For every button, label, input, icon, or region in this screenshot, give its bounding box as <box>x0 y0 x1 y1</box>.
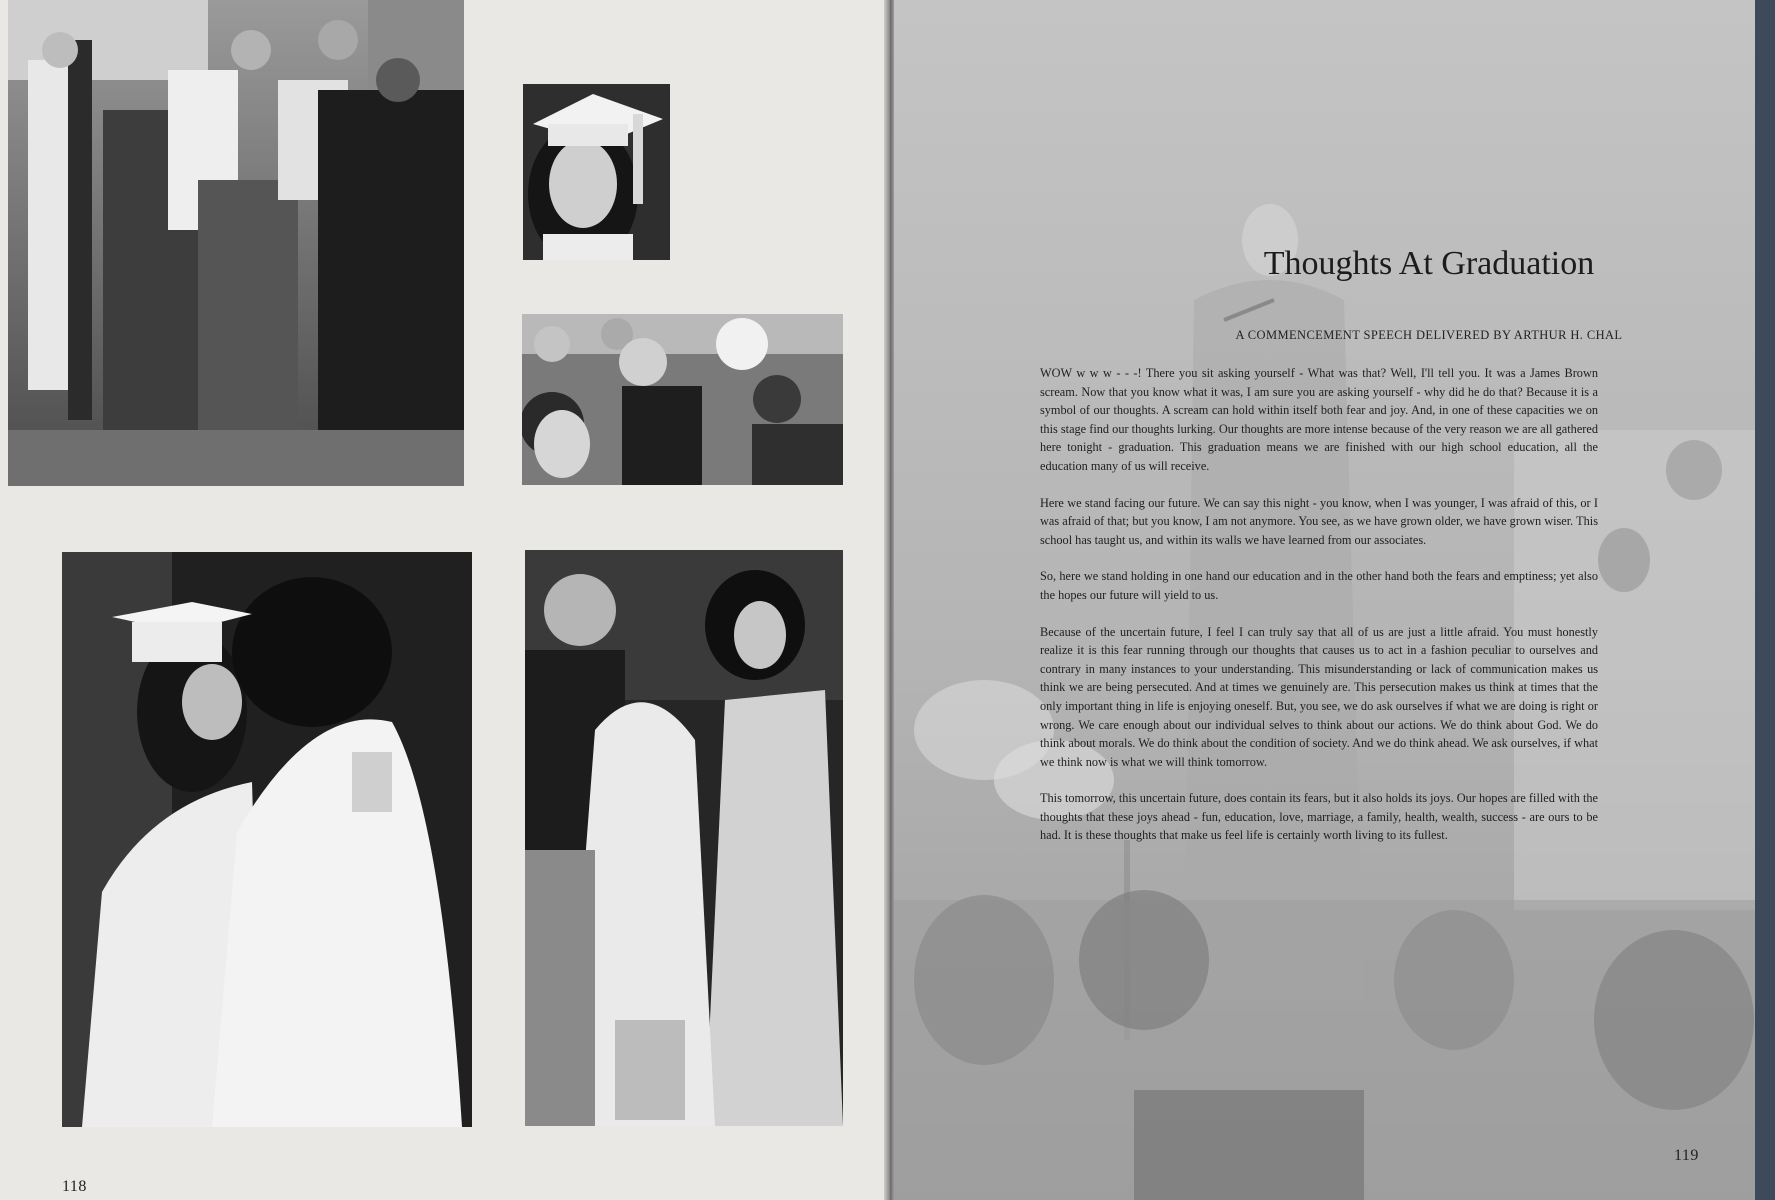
right-page-number: 119 <box>1674 1147 1699 1164</box>
photo-smiling-girl <box>523 84 670 260</box>
speech-paragraph: Because of the uncertain future, I feel I can truly say that all of us are just a little afraid. You must honestly realize it is this fear running through our thoughts that causes us to act in a fashion peculiar to ourselves and contrary in many instances to your understanding. This misunderstanding or lack of communication makes us think we are being persecuted. And at times we genuinely are. This persecution makes us think at times that the only important thing in life is enjoying oneself. But, you see, we do ask ourselves if what we are doing is right or wrong. We care enough about our individual selves to think about our actions. We do think about God. We do think about morals. We do think about the condition of society. And we do think ahead. We ask ourselves, if what we think now is what we will think tomorrow. <box>1040 624 1598 769</box>
speech-text <box>1040 364 1598 863</box>
right-page <box>894 0 1755 1200</box>
photo-white-gowns <box>62 552 472 1127</box>
photo-crowd <box>522 314 843 485</box>
photo-smiling-girl-image <box>523 84 670 260</box>
photo-graduates-gathering <box>8 0 464 486</box>
photo-teacher-student-image <box>525 550 843 1126</box>
photo-white-gowns-image <box>62 552 472 1127</box>
photo-crowd-image <box>522 314 843 485</box>
article-title: Thoughts At Graduation <box>1263 245 1595 282</box>
left-page-number: 118 <box>62 1178 87 1195</box>
left-page <box>0 0 886 1200</box>
speech-paragraph: WOW w w w - - -! There you sit asking yourself - What was that? Well, I'll tell you. It was a James Brown scream. Now that you know what it was, I am sure you are asking yourself - why did he do that? Because it is a symbol of our thoughts. A scream can hold within itself both fear and joy. And, in one of these capacities we on this stage find our thoughts lurking. Our thoughts are more intense because of the very reason we are all gathered here tonight - graduation. This graduation means we are finished with our high school education, all the education many of us will receive. <box>1040 366 1598 473</box>
photo-graduates-gathering-image <box>8 0 464 486</box>
speech-paragraph: Here we stand facing our future. We can say this night - you know, when I was younger, I was afraid of this, or I was afraid of that; but you know, I am not anymore. You see, as we have grown older, we have grown wiser. This school has taught us, and within its walls we have learned from our associates. <box>1040 495 1598 547</box>
photo-teacher-student <box>525 550 843 1126</box>
speech-paragraph: So, here we stand holding in one hand our education and in the other hand both the fears and emptiness; yet also the hopes our future will yield to us. <box>1040 569 1598 602</box>
article-subtitle: A COMMENCEMENT SPEECH DELIVERED BY ARTHUR H. CHAL <box>1235 328 1623 342</box>
speech-paragraph: This tomorrow, this uncertain future, does contain its fears, but it also holds its joys. Our hopes are filled with the thoughts that these joys ahead - fun, education, love, marriage, a family, health, wealth, success - are ours to be had. It is these thoughts that make us feel life is certainly worth living to its fullest. <box>1040 791 1598 843</box>
book-cover-edge <box>1755 0 1775 1200</box>
